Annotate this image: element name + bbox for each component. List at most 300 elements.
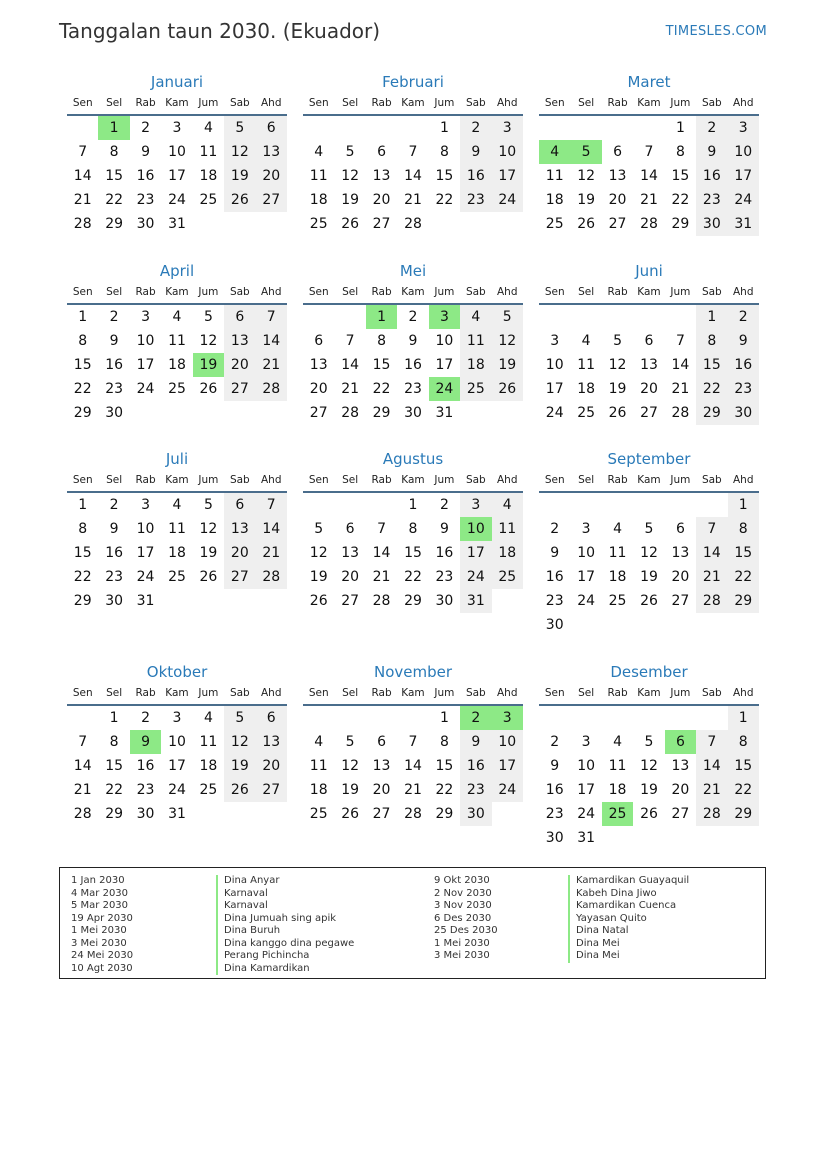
empty-cell [303, 305, 334, 329]
day-cell: 26 [577, 216, 596, 232]
day-cell: 14 [640, 168, 658, 184]
empty-cell [602, 116, 633, 140]
day-cell: 29 [696, 401, 727, 425]
month-10 [67, 663, 287, 826]
day-cell: 28 [73, 806, 92, 822]
day-cell: 10 [168, 144, 186, 160]
weekday-label: Ahd [260, 286, 282, 298]
day-cell: 7 [78, 144, 88, 160]
day-cell: 26 [341, 806, 360, 822]
month-title: Juli [165, 450, 189, 468]
day-cell: 7 [408, 144, 418, 160]
day-cell: 19 [224, 164, 255, 188]
day-cell: 7 [377, 521, 387, 537]
day-cell: 1 [728, 706, 759, 730]
day-cell: 14 [341, 357, 360, 373]
day-cell: 14 [404, 168, 422, 184]
day-cell: 2 [109, 309, 119, 325]
day-cell: 18 [608, 782, 627, 798]
day-cell: 11 [492, 517, 523, 541]
day-cell: 2 [141, 120, 151, 136]
empty-cell [303, 116, 334, 140]
day-cell: 9 [109, 333, 119, 349]
day-cell: 28 [341, 405, 360, 421]
empty-cell [602, 706, 633, 730]
day-cell: 29 [73, 593, 92, 609]
weekday-header [539, 286, 759, 305]
day-cell: 13 [224, 329, 255, 353]
day-cell: 5 [492, 305, 523, 329]
weekday-header [539, 687, 759, 706]
weekday-header [67, 286, 287, 305]
weekday-label: Rab [607, 474, 628, 486]
month-title: November [373, 663, 453, 681]
day-cell: 13 [256, 730, 287, 754]
weekday-label: Ahd [260, 97, 282, 109]
weekday-label: Sel [106, 286, 123, 298]
day-cell: 11 [168, 521, 186, 537]
day-cell: 8 [109, 734, 119, 750]
day-cell: 29 [372, 405, 391, 421]
day-cell: 16 [460, 754, 491, 778]
day-cell: 16 [696, 164, 727, 188]
day-cell: 19 [492, 353, 523, 377]
weekday-label: Kam [165, 474, 189, 486]
empty-cell [696, 706, 727, 730]
weekday-label: Sab [229, 474, 250, 486]
day-cell: 22 [696, 377, 727, 401]
day-cell: 2 [439, 497, 449, 513]
legend-holiday-name: Kabeh Dina Jiwo [568, 888, 689, 901]
legend-date: 1 Mei 2030 [71, 925, 127, 936]
weekday-label: Kam [401, 286, 425, 298]
weekday-label: Jum [670, 474, 691, 486]
weekday-label: Sab [229, 286, 250, 298]
day-cell: 22 [671, 192, 690, 208]
weekday-label: Ahd [732, 286, 754, 298]
day-cell: 14 [73, 168, 92, 184]
weekday-label: Sen [308, 474, 329, 486]
day-cell: 5 [203, 309, 213, 325]
weekday-label: Sen [72, 286, 93, 298]
weekday-label: Rab [371, 286, 392, 298]
month-8 [303, 450, 523, 613]
empty-cell [334, 305, 365, 329]
day-cell: 12 [224, 730, 255, 754]
empty-cell [570, 493, 601, 517]
day-cell: 22 [728, 778, 759, 802]
weekday-label: Sab [701, 286, 722, 298]
day-cell: 8 [377, 333, 387, 349]
day-cell: 28 [372, 593, 391, 609]
day-cell: 17 [577, 569, 596, 585]
day-cell: 26 [199, 569, 218, 585]
weekday-label: Sab [701, 97, 722, 109]
day-cell: 22 [73, 569, 92, 585]
day-cell: 11 [608, 545, 627, 561]
day-cell: 1 [696, 305, 727, 329]
day-cell: 9 [728, 329, 759, 353]
weekday-label: Rab [135, 286, 156, 298]
day-cell: 13 [671, 758, 690, 774]
legend-holiday-name: Kamardikan Cuenca [568, 900, 689, 913]
day-cell: 7 [256, 493, 287, 517]
day-cell: 1 [78, 309, 88, 325]
day-cell: 30 [105, 593, 124, 609]
holiday-day-cell: 1 [98, 116, 129, 140]
weekday-label: Jum [670, 97, 691, 109]
holiday-day-cell: 6 [665, 730, 696, 754]
weekday-label: Sab [229, 97, 250, 109]
day-cell: 16 [545, 782, 564, 798]
empty-cell [665, 305, 696, 329]
month-12 [539, 663, 759, 850]
weekday-header [67, 687, 287, 706]
weekday-label: Sen [72, 97, 93, 109]
day-cell: 14 [256, 517, 287, 541]
day-cell: 29 [728, 589, 759, 613]
day-cell: 3 [172, 710, 182, 726]
weekday-label: Ahd [732, 97, 754, 109]
day-cell: 8 [728, 730, 759, 754]
day-cell: 21 [256, 541, 287, 565]
empty-cell [67, 706, 98, 730]
weekday-header [303, 687, 523, 706]
legend-date: 3 Mei 2030 [71, 937, 127, 949]
weekday-label: Ahd [260, 687, 282, 699]
legend-date: 1 Mei 2030 [434, 937, 490, 949]
empty-cell [570, 305, 601, 329]
day-cell: 4 [613, 521, 623, 537]
weekday-label: Kam [637, 474, 661, 486]
day-cell: 25 [492, 565, 523, 589]
day-cell: 12 [341, 168, 360, 184]
day-cell: 9 [109, 521, 119, 537]
day-cell: 11 [577, 357, 596, 373]
legend-date: 1 Jan 2030 [71, 875, 125, 886]
day-cell: 31 [168, 806, 186, 822]
weekday-label: Sel [342, 97, 359, 109]
legend-holiday-name: Dina Jumuah sing apik [216, 913, 354, 926]
empty-cell [366, 493, 397, 517]
day-cell: 27 [608, 216, 627, 232]
day-cell: 24 [492, 778, 523, 802]
day-cell: 21 [73, 782, 92, 798]
day-cell: 5 [345, 734, 355, 750]
day-cell: 2 [728, 305, 759, 329]
day-cell: 4 [581, 333, 591, 349]
day-cell: 20 [640, 381, 658, 397]
weekday-label: Jum [198, 97, 219, 109]
weekday-label: Jum [198, 474, 219, 486]
day-cell: 9 [696, 140, 727, 164]
weekday-label: Jum [198, 687, 219, 699]
day-cell: 27 [224, 377, 255, 401]
weekday-label: Ahd [732, 687, 754, 699]
weekday-label: Sen [308, 286, 329, 298]
weekday-label: Jum [198, 286, 219, 298]
legend-date: 25 Des 2030 [434, 925, 498, 936]
empty-cell [334, 116, 365, 140]
weekday-label: Rab [135, 97, 156, 109]
day-cell: 29 [671, 216, 690, 232]
day-cell: 20 [256, 754, 287, 778]
day-cell: 27 [256, 188, 287, 212]
legend-holiday-name: Dina kanggo dina pegawe [216, 938, 354, 951]
day-cell: 27 [256, 778, 287, 802]
month-title: Mei [399, 262, 427, 280]
day-cell: 24 [168, 782, 186, 798]
weekday-label: Sel [106, 687, 123, 699]
day-cell: 30 [136, 216, 155, 232]
day-cell: 28 [696, 802, 727, 826]
day-cell: 19 [309, 569, 328, 585]
day-cell: 24 [492, 188, 523, 212]
holiday-day-cell: 25 [602, 802, 633, 826]
day-cell: 11 [199, 144, 218, 160]
day-cell: 6 [314, 333, 324, 349]
day-cell: 25 [199, 192, 218, 208]
legend-holiday-name: Dina Anyar [216, 875, 354, 888]
day-cell: 1 [439, 120, 449, 136]
day-cell: 26 [608, 405, 627, 421]
day-cell: 5 [644, 734, 654, 750]
day-cell: 28 [671, 405, 690, 421]
day-cell: 24 [136, 381, 155, 397]
month-title: April [159, 262, 195, 280]
day-cell: 16 [404, 357, 422, 373]
day-cell: 2 [109, 497, 119, 513]
holiday-day-cell: 5 [570, 140, 601, 164]
day-cell: 17 [168, 758, 186, 774]
day-cell: 11 [199, 734, 218, 750]
day-cell: 3 [141, 309, 151, 325]
day-cell: 3 [581, 521, 591, 537]
day-cell: 22 [435, 782, 454, 798]
day-cell: 25 [168, 381, 186, 397]
day-cell: 23 [460, 188, 491, 212]
weekday-label: Kam [637, 97, 661, 109]
day-grid [67, 116, 287, 236]
empty-cell [633, 706, 664, 730]
holiday-day-cell: 2 [460, 706, 491, 730]
day-cell: 25 [545, 216, 564, 232]
day-cell: 12 [341, 758, 360, 774]
day-cell: 27 [640, 405, 658, 421]
day-cell: 10 [168, 734, 186, 750]
day-cell: 23 [545, 593, 564, 609]
day-cell: 30 [696, 212, 727, 236]
day-cell: 4 [172, 497, 182, 513]
day-cell: 15 [696, 353, 727, 377]
day-cell: 12 [224, 140, 255, 164]
weekday-label: Jum [670, 687, 691, 699]
day-cell: 11 [309, 758, 328, 774]
day-cell: 6 [377, 734, 387, 750]
day-cell: 15 [73, 545, 92, 561]
day-cell: 23 [404, 381, 422, 397]
legend-dates-right [434, 875, 498, 963]
day-cell: 22 [73, 381, 92, 397]
day-cell: 15 [105, 168, 124, 184]
day-cell: 15 [435, 168, 454, 184]
weekday-label: Sel [578, 474, 595, 486]
day-cell: 13 [372, 758, 391, 774]
day-cell: 29 [105, 806, 124, 822]
day-cell: 22 [105, 192, 124, 208]
weekday-label: Ahd [496, 286, 518, 298]
weekday-label: Sel [342, 474, 359, 486]
day-cell: 16 [460, 164, 491, 188]
day-grid [303, 493, 523, 613]
day-cell: 25 [608, 593, 627, 609]
month-title: Desember [610, 663, 688, 681]
day-cell: 15 [728, 541, 759, 565]
weekday-label: Rab [607, 687, 628, 699]
day-cell: 28 [404, 806, 422, 822]
day-cell: 29 [728, 802, 759, 826]
day-cell: 31 [435, 405, 454, 421]
day-cell: 18 [492, 541, 523, 565]
day-cell: 17 [168, 168, 186, 184]
day-cell: 31 [728, 212, 759, 236]
day-cell: 12 [492, 329, 523, 353]
day-cell: 22 [372, 381, 391, 397]
weekday-label: Sel [578, 687, 595, 699]
day-cell: 26 [199, 381, 218, 397]
weekday-header [303, 97, 523, 116]
day-cell: 3 [172, 120, 182, 136]
day-cell: 16 [435, 545, 454, 561]
day-cell: 21 [640, 192, 658, 208]
empty-cell [539, 116, 570, 140]
day-cell: 9 [408, 333, 418, 349]
day-cell: 18 [199, 758, 218, 774]
day-cell: 23 [105, 381, 124, 397]
day-cell: 27 [671, 806, 690, 822]
legend-holiday-name: Dina Kamardikan [216, 963, 354, 976]
day-cell: 21 [404, 192, 422, 208]
day-cell: 7 [78, 734, 88, 750]
day-cell: 13 [372, 168, 391, 184]
weekday-label: Sen [72, 687, 93, 699]
day-cell: 21 [256, 353, 287, 377]
day-cell: 26 [492, 377, 523, 401]
day-cell: 23 [105, 569, 124, 585]
weekday-label: Sel [578, 286, 595, 298]
day-cell: 15 [404, 545, 422, 561]
day-cell: 25 [460, 377, 491, 401]
day-cell: 30 [460, 802, 491, 826]
day-cell: 23 [460, 778, 491, 802]
day-cell: 29 [73, 405, 92, 421]
day-cell: 11 [309, 168, 328, 184]
day-cell: 28 [640, 216, 658, 232]
day-cell: 19 [199, 545, 218, 561]
day-cell: 25 [168, 569, 186, 585]
day-grid [67, 706, 287, 826]
weekday-label: Sel [342, 286, 359, 298]
month-7 [67, 450, 287, 613]
day-cell: 13 [341, 545, 360, 561]
day-cell: 5 [314, 521, 324, 537]
site-link[interactable]: TIMESLES.COM [665, 24, 767, 39]
day-cell: 9 [439, 521, 449, 537]
day-grid [539, 493, 759, 637]
weekday-label: Jum [670, 286, 691, 298]
day-cell: 9 [141, 144, 151, 160]
legend-date: 9 Okt 2030 [434, 875, 490, 886]
day-cell: 16 [105, 545, 124, 561]
day-cell: 27 [372, 216, 391, 232]
legend-names-left [216, 875, 354, 975]
day-cell: 10 [577, 758, 596, 774]
holiday-legend [59, 867, 766, 979]
legend-holiday-name: Karnaval [216, 900, 354, 913]
day-cell: 15 [435, 758, 454, 774]
empty-cell [539, 706, 570, 730]
legend-holiday-name: Perang Pichincha [216, 950, 354, 963]
day-cell: 3 [460, 493, 491, 517]
day-cell: 8 [696, 329, 727, 353]
day-cell: 18 [168, 357, 186, 373]
day-cell: 17 [577, 782, 596, 798]
day-cell: 23 [728, 377, 759, 401]
day-cell: 21 [341, 381, 360, 397]
day-cell: 12 [199, 521, 218, 537]
day-cell: 27 [309, 405, 328, 421]
day-cell: 4 [460, 305, 491, 329]
day-cell: 17 [545, 381, 564, 397]
day-cell: 7 [696, 517, 727, 541]
day-cell: 29 [404, 593, 422, 609]
weekday-label: Rab [371, 97, 392, 109]
day-cell: 24 [545, 405, 564, 421]
empty-cell [696, 493, 727, 517]
day-cell: 6 [345, 521, 355, 537]
day-cell: 7 [408, 734, 418, 750]
day-cell: 21 [404, 782, 422, 798]
day-cell: 15 [728, 754, 759, 778]
day-cell: 9 [550, 758, 560, 774]
weekday-label: Kam [401, 687, 425, 699]
month-9 [539, 450, 759, 637]
weekday-label: Sab [229, 687, 250, 699]
month-1 [67, 73, 287, 236]
day-cell: 18 [309, 192, 328, 208]
day-cell: 16 [105, 357, 124, 373]
day-cell: 19 [640, 569, 658, 585]
day-cell: 23 [136, 192, 155, 208]
day-cell: 31 [136, 593, 155, 609]
day-cell: 13 [309, 357, 328, 373]
empty-cell [366, 706, 397, 730]
day-cell: 8 [675, 144, 685, 160]
day-cell: 22 [105, 782, 124, 798]
day-cell: 16 [136, 168, 155, 184]
weekday-label: Jum [434, 687, 455, 699]
day-cell: 2 [696, 116, 727, 140]
day-cell: 29 [105, 216, 124, 232]
empty-cell [633, 116, 664, 140]
legend-date: 3 Mei 2030 [434, 950, 490, 961]
day-cell: 2 [550, 521, 560, 537]
day-grid [67, 305, 287, 425]
page-title: Tanggalan taun 2030. (Ekuador) [59, 19, 381, 43]
weekday-label: Kam [401, 474, 425, 486]
empty-cell [665, 493, 696, 517]
weekday-label: Ahd [496, 97, 518, 109]
